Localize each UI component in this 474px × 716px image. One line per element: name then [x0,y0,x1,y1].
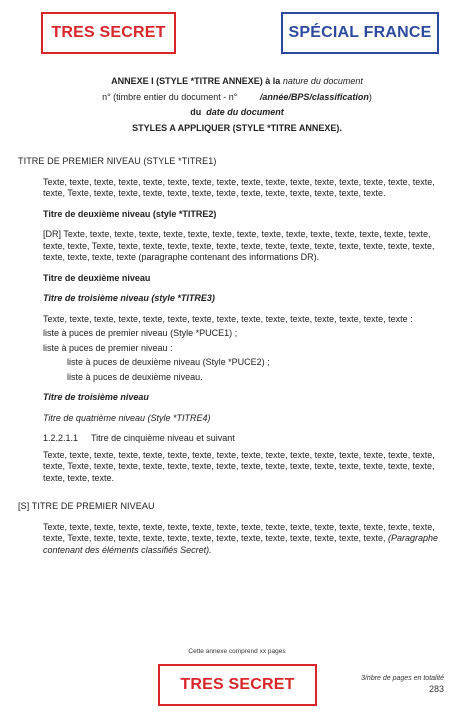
paragraph-secret [43,522,448,557]
heading-level-2: Titre de deuxième niveau [43,272,151,283]
paragraph-dr: [DR] Texte, texte, texte, texte, texte, texte, texte, texte, texte, texte, texte, texte, texte, texte, texte, texte, texte, Texte, texte, texte, texte, texte, texte, texte, texte, texte, texte, texte, texte, texte, texte, texte, texte, texte, texte (paragraphe contenant des informations DR). [43,229,435,262]
classification-label: classification [311,91,369,102]
heading-number: 1.2.2.1.1 [43,433,79,443]
header-line-4 [0,121,474,137]
paragraph-note: (Paragraphe contenant des éléments classifiés Secret). [43,533,439,555]
special-france-stamp [281,12,439,54]
heading-level-3: Titre de troisième niveau (style *TITRE3) [43,293,215,303]
paragraph-text: Texte, texte, texte, texte, texte, texte, texte, texte, texte, texte, texte, texte, texte, texte, texte, texte, texte, Texte, texte, texte, texte, texte, texte, texte, texte, texte, texte, texte, texte, texte, [43,521,435,543]
heading-level-3: Titre de troisième niveau [43,392,149,402]
heading-text: Titre de cinquième niveau et suivant [91,433,235,443]
document-date: date du document [206,107,284,117]
classification-stamp-bottom [158,664,317,706]
bullet-level-2: liste à puces de deuxième niveau. [67,371,203,382]
closing-paren: ) [368,91,372,102]
document-body [18,156,448,565]
date-prefix: du [190,107,202,117]
annex-page-count-note: Cette annexe comprend xx pages [188,648,286,655]
document-number-label: n° (timbre entier du document - n° [102,91,238,102]
paragraph: Texte, texte, texte, texte, texte, texte, texte, texte, texte, texte, texte, texte, texte, texte, texte, texte, texte, Texte, texte, texte, texte, texte, texte, texte, texte, texte, texte, texte, texte, texte. [43,176,435,198]
page-number: 283 [428,684,444,694]
year-bps: /année/BPS/ [259,91,312,102]
paragraph: Texte, texte, texte, texte, texte, texte, texte, texte, texte, texte, texte, texte, texte, texte, texte, texte, texte, Texte, texte, texte, texte, texte, texte, texte, texte, texte, texte, texte, texte, texte, texte, texte, texte, texte, texte. [43,449,435,483]
styles-title: STYLES A APPLIQUER (STYLE *TITRE ANNEXE). [132,122,342,133]
document-nature: nature du document [282,76,363,86]
heading-level-1: TITRE DE PREMIER NIVEAU (STYLE *TITRE1) [18,156,217,166]
bullet-level-1: liste à puces de premier niveau : [43,342,173,353]
header-line-2 [0,90,474,106]
heading-level-5 [43,433,448,445]
heading-level-4: Titre de quatrième niveau (Style *TITRE4) [43,412,211,423]
paragraph: Texte, texte, texte, texte, texte, texte, texte, texte, texte, texte, texte, texte, texte, texte, texte : [43,313,413,324]
total-pages: 3/nbre de pages en totalité [361,675,444,682]
bullet-level-2: liste à puces de deuxième niveau (Style *PUCE2) ; [67,357,270,367]
stamp-label: SPÉCIAL FRANCE [288,24,432,41]
annex-header [0,74,474,136]
bullet-level-1: liste à puces de premier niveau (Style *PUCE1) ; [43,328,238,338]
page-info [361,673,444,695]
stamp-label: TRES SECRET [180,676,295,693]
stamp-label: TRES SECRET [51,24,166,41]
annex-title: ANNEXE I (STYLE *TITRE ANNEXE) à la [111,76,281,86]
header-line-3 [0,105,474,121]
spacer [18,493,448,501]
classification-stamp-top-left [41,12,176,54]
header-line-1 [0,74,474,90]
heading-level-1-secret: [S] TITRE DE PREMIER NIVEAU [18,501,155,511]
heading-level-2: Titre de deuxième niveau (style *TITRE2) [43,208,217,219]
